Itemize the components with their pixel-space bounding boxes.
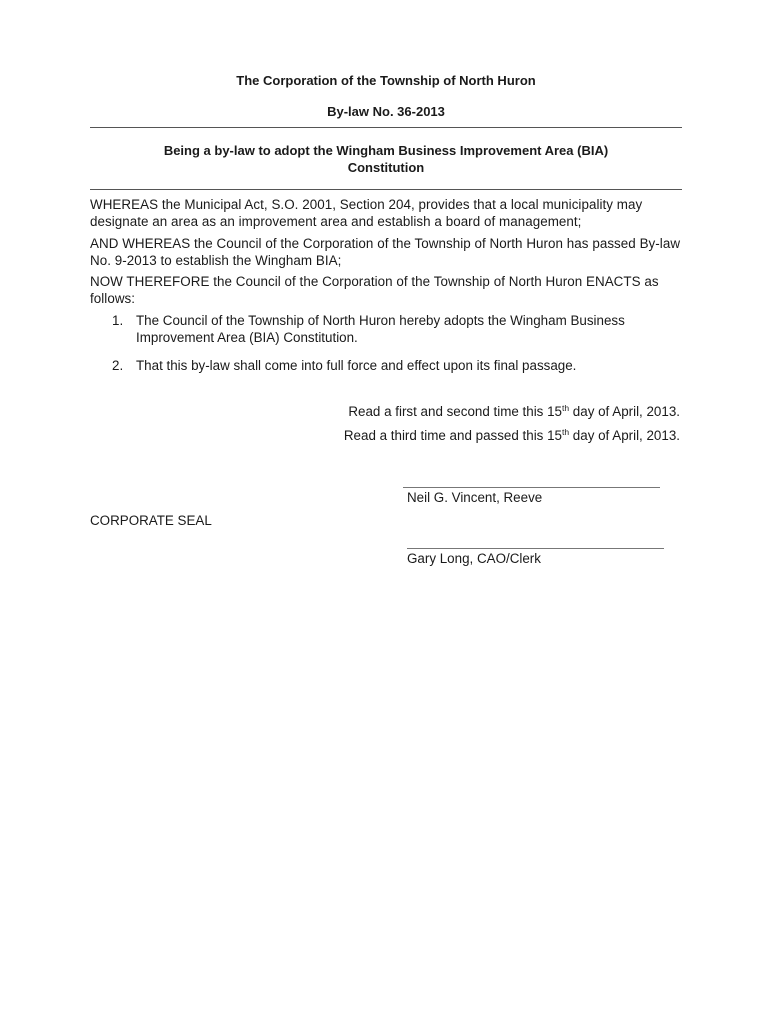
list-item-number: 2.	[112, 358, 124, 373]
reeve-name: Neil G. Vincent, Reeve	[407, 490, 543, 505]
enacting-clause: NOW THEREFORE the Council of the Corporation of the Township of North Huron ENACTS as follows:	[90, 274, 659, 306]
corporate-seal-label: CORPORATE SEAL	[90, 513, 212, 528]
third-reading-statement: Read a third time and passed this 15th day of April, 2013.	[343, 427, 680, 443]
corporation-title: The Corporation of the Township of North Huron	[236, 73, 536, 88]
whereas-clause-2: AND WHEREAS the Council of the Corporation of the Township of North Huron has passed By-law No. 9-2013 to establish the Wingham BIA;	[90, 236, 681, 268]
reeve-signature-line	[403, 487, 660, 488]
divider-bottom	[90, 189, 682, 190]
divider-top	[90, 127, 682, 128]
whereas-clause-1: WHEREAS the Municipal Act, S.O. 2001, Section 204, provides that a local municipality may designate an area as an improvement area and establish a board of management;	[90, 197, 643, 229]
bylaw-purpose-line2: Constitution	[347, 160, 425, 175]
clerk-signature-line	[407, 548, 664, 549]
list-item-number: 1.	[112, 313, 124, 328]
bylaw-purpose	[90, 142, 682, 176]
bylaw-purpose-line1: Being a by-law to adopt the Wingham Business Improvement Area (BIA)	[163, 143, 609, 158]
first-reading-statement: Read a first and second time this 15th day of April, 2013.	[348, 403, 680, 419]
bylaw-number: By-law No. 36-2013	[327, 104, 445, 119]
list-item-text: The Council of the Township of North Huron hereby adopts the Wingham Business Improvement Area (BIA) Constitution.	[136, 313, 625, 345]
clerk-name: Gary Long, CAO/Clerk	[407, 551, 541, 566]
list-item-text: That this by-law shall come into full force and effect upon its final passage.	[136, 358, 577, 373]
